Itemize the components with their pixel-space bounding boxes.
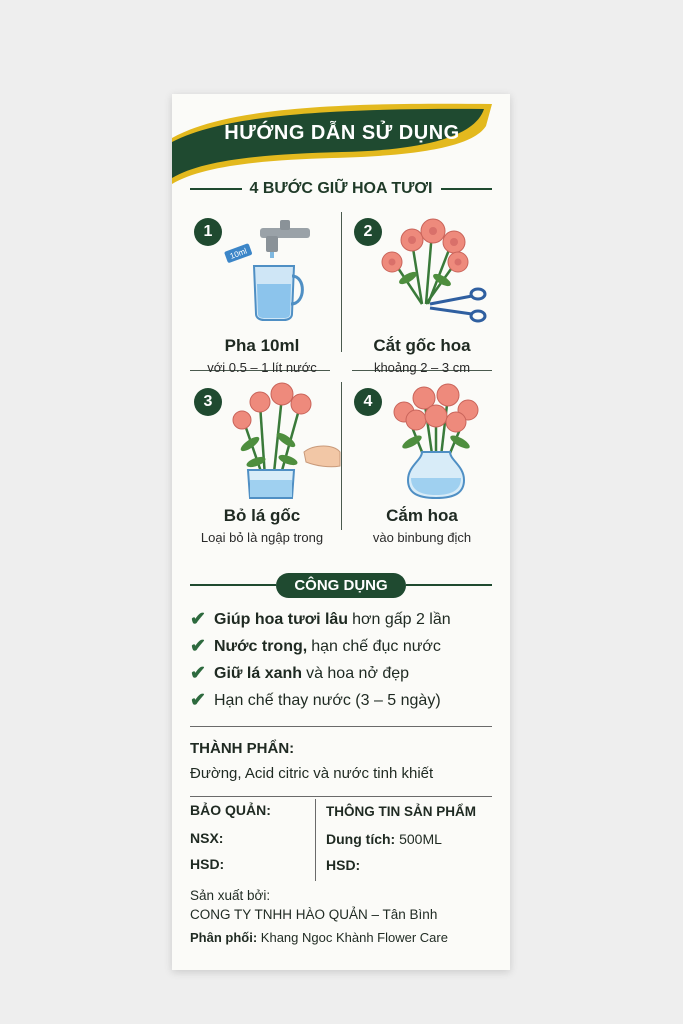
step-3	[182, 388, 342, 558]
flowers-glass-hand-icon	[222, 382, 342, 502]
distributor-label: Phân phối:	[190, 930, 258, 945]
use-item	[190, 633, 500, 660]
step-2	[342, 218, 502, 388]
tag-label: 10ml	[228, 246, 249, 261]
uses-header	[190, 572, 492, 598]
hsd-label: HSD:	[190, 856, 225, 872]
step-title: Bỏ lá gốc	[223, 506, 301, 525]
flowers-scissors-icon	[372, 218, 497, 328]
use-item-text: Hạn chế thay nước (3 – 5 ngày)	[214, 691, 441, 709]
step-number: 2	[354, 218, 382, 246]
use-item-bold: Giữ lá xanh	[214, 664, 303, 682]
steps-header	[190, 178, 492, 200]
manufacturer-name: CONG TY TNHH HÀO QUẢN – Tân Bình	[190, 907, 438, 922]
ingredients-text: Đường, Acid citric và nước tinh khiết	[190, 765, 434, 782]
distributor	[190, 930, 448, 945]
page-title: HƯỚNG DẪN SỬ DỤNG	[224, 122, 460, 144]
check-icon: ✔	[190, 609, 206, 630]
step-4	[342, 388, 502, 558]
use-item-text: hạn chế đục nước	[311, 637, 441, 655]
info-divider	[315, 799, 316, 881]
step-title: Cắm hoa	[386, 506, 458, 525]
rule-right	[406, 584, 492, 586]
use-item-bold: Nước trong,	[214, 637, 308, 655]
hsd-label: HSD:	[326, 857, 361, 873]
rule-right	[441, 188, 493, 190]
hsd-row	[326, 857, 506, 883]
rule-left	[190, 584, 276, 586]
use-item-bold: Giúp hoa tươi lâu	[214, 610, 349, 628]
step-subtitle: với 0.5 – 1 lít nước	[207, 360, 317, 375]
step-number: 4	[354, 388, 382, 416]
use-item	[190, 660, 500, 687]
manufacturer-label: Sản xuất bởi:	[190, 888, 271, 903]
product-label	[172, 94, 510, 970]
nsx-label: NSX:	[190, 830, 224, 846]
rule-left	[190, 188, 242, 190]
storage-section	[190, 802, 310, 882]
divider	[190, 726, 492, 727]
storage-title: BẢO QUẢN:	[190, 802, 271, 818]
check-icon: ✔	[190, 663, 206, 684]
step-title: Pha 10ml	[224, 336, 300, 355]
product-info-section	[326, 804, 506, 883]
steps-title: 4 BƯỚC GIỮ HOA TƯƠI	[249, 180, 433, 197]
use-item	[190, 606, 500, 633]
volume-row	[326, 831, 506, 857]
step-title: Cắt gốc hoa	[373, 336, 471, 355]
check-icon: ✔	[190, 690, 206, 711]
step-subtitle: khoảng 2 – 3 cm	[373, 360, 471, 375]
flowers-vase-icon	[376, 382, 496, 502]
step-subtitle: vào binbung địch	[372, 530, 472, 545]
step-number: 1	[194, 218, 222, 246]
product-info-title: THÔNG TIN SẢN PHẨM	[326, 804, 476, 819]
volume-label: Dung tích:	[326, 831, 396, 847]
step-number: 3	[194, 388, 222, 416]
faucet-pitcher-icon	[222, 218, 332, 328]
use-item-text: và hoa nở đẹp	[306, 664, 410, 682]
use-item-text: hơn gấp 2 lần	[352, 610, 451, 628]
check-icon: ✔	[190, 636, 206, 657]
manufacturer	[190, 886, 500, 924]
volume-value: 500ML	[399, 831, 442, 847]
ingredients-title: THÀNH PHẨN:	[190, 740, 295, 757]
step-1	[182, 218, 342, 388]
divider	[190, 796, 492, 797]
uses-list	[190, 606, 500, 714]
use-item	[190, 687, 500, 714]
distributor-name: Khang Ngoc Khành Flower Care	[260, 930, 448, 945]
step-subtitle: Loại bỏ là ngập trong	[200, 530, 324, 545]
uses-title: CÔNG DỤNG	[276, 573, 405, 598]
